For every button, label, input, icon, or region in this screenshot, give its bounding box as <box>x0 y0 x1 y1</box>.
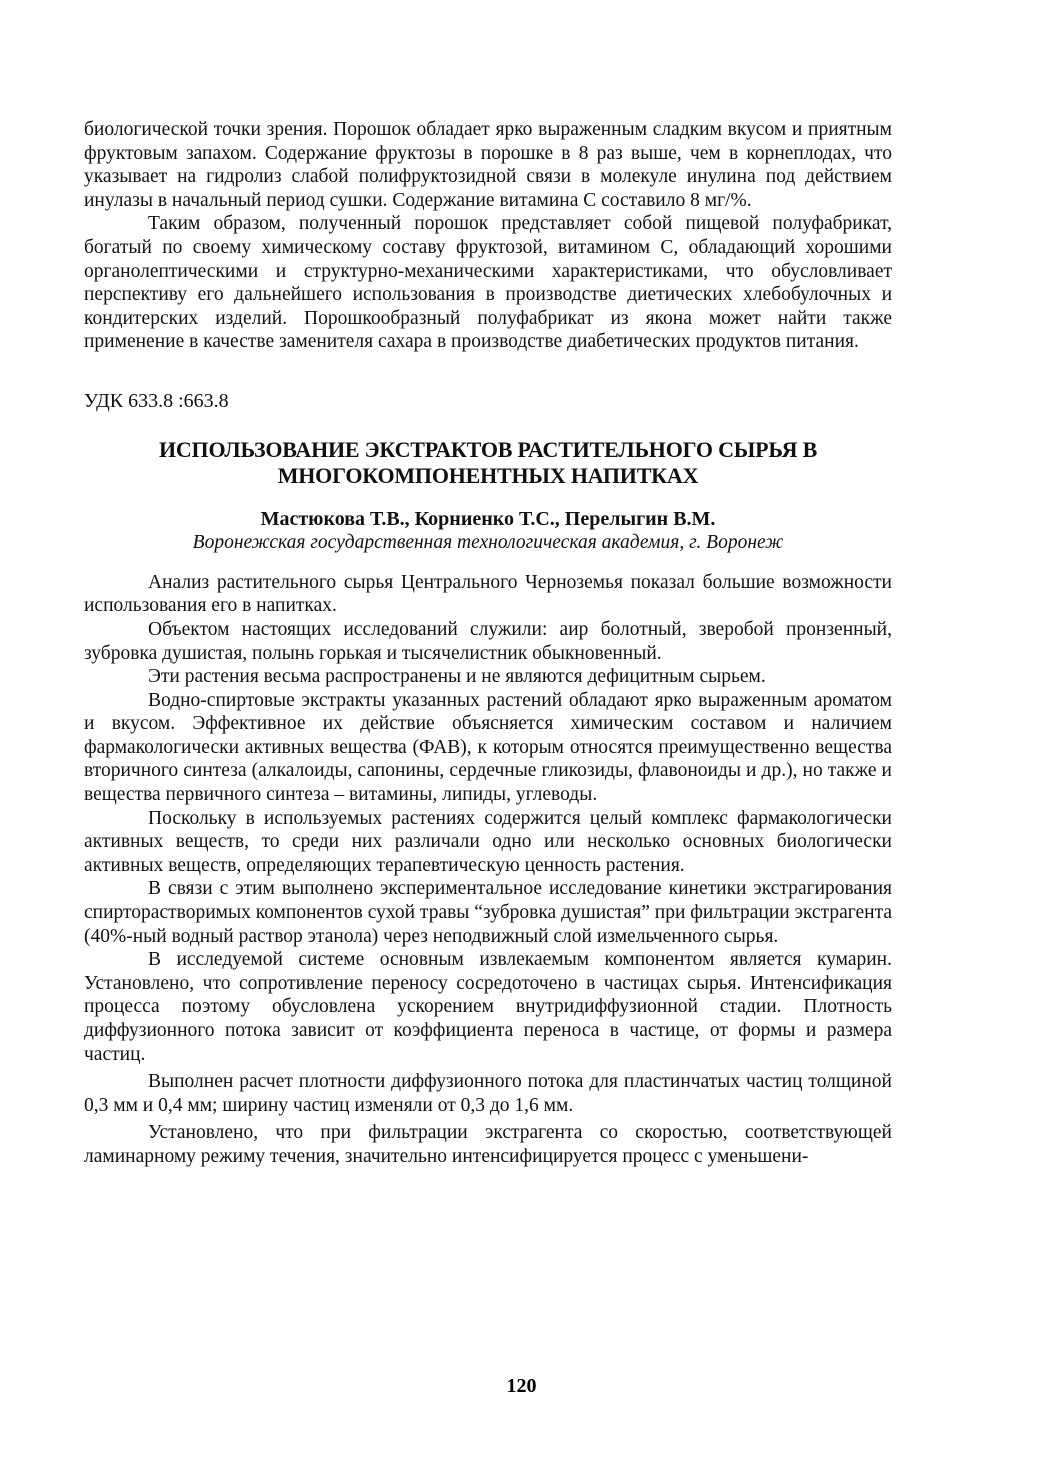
affiliation: Воронежская государственная технологическая академия, г. Воронеж <box>192 532 784 554</box>
body-paragraph-9: Установлено, что при фильтрации экстрагента со скоростью, соответствующей ламинарному режиму течения, значительно интенсифицируется процесс с уменьшени- <box>84 1122 892 1167</box>
page-number: 120 <box>506 1375 537 1397</box>
body-paragraph-7: В исследуемой системе основным извлекаемым компонентом является кумарин. Установлено, что сопротивление переносу сосредоточено в частицах сырья. Интенсификация процесса поэтому обусловлена ускорением внутридиффузионной стадии. Плотность диффузионного потока зависит от коэффициента переноса в частице, от формы и размера частиц. <box>84 949 892 1065</box>
document-page <box>84 118 892 1169</box>
udk-code: УДК 633.8 :663.8 <box>84 389 229 412</box>
article-title <box>84 437 892 489</box>
body-paragraph-6: В связи с этим выполнено экспериментальное исследование кинетики экстрагирования спирторастворимых компонентов сухой травы “зубровка душистая” при фильтрации экстрагента (40%-ный водный раствор этанола) через неподвижный слой измельченного сырья. <box>84 878 892 947</box>
prev-paragraph-1: биологической точки зрения. Порошок обладает ярко выраженным сладким вкусом и приятным фруктовым запахом. Содержание фруктозы в порошке в 8 раз выше, чем в корнеплодах, что указывает на гидролиз слабой полифруктозидной связи в молекуле инулина под действием инулазы в начальный период сушки. Содержание витамина С составило 8 мг/%. <box>84 119 892 211</box>
article-title-line-1: ИСПОЛЬЗОВАНИЕ ЭКСТРАКТОВ РАСТИТЕЛЬНОГО СЫРЬЯ В <box>158 436 818 462</box>
prev-paragraph-2: Таким образом, полученный порошок представляет собой пищевой полуфабрикат, богатый по своему химическому составу фруктозой, витамином С, обладающий хорошими органолептическими и структурно-механическими характеристиками, что обусловливает перспективу его дальнейшего использования в производстве диетических хлебобулочных и кондитерских изделий. Порошкообразный полуфабрикат из якона может найти также применение в качестве заменителя сахара в производстве диабетических продуктов питания. <box>84 213 892 353</box>
body-paragraph-3: Эти растения весьма распространены и не являются дефицитным сырьем. <box>148 666 766 688</box>
body-paragraph-5: Поскольку в используемых растениях содержится целый комплекс фармакологически активных веществ, то среди них различали одно или несколько основных биологически активных веществ, определяющих терапевтическую ценность растения. <box>84 807 892 876</box>
body-paragraph-4: Водно-спиртовые экстракты указанных растений обладают ярко выраженным ароматом и вкусом. Эффективное их действие объясняется химическим составом и наличием фармакологически активных вещества (ФАВ), к которым относятся преимущественно вещества вторичного синтеза (алкалоиды, сапонины, сердечные гликозиды, флавоноиды и др.), но также и вещества первичного синтеза – витамины, липиды, углеводы. <box>84 689 892 806</box>
body-paragraph-2: Объектом настоящих исследований служили: аир болотный, зверобой пронзенный, зубровка душистая, полынь горькая и тысячелистник обыкновенный. <box>84 618 892 664</box>
authors: Мастюкова Т.В., Корниенко Т.С., Перелыгин В.М. <box>260 507 716 530</box>
body-paragraph-8: Выполнен расчет плотности диффузионного потока для пластинчатых частиц толщиной 0,3 мм и 0,4 мм; ширину частиц изменяли от 0,3 до 1,6 мм. <box>84 1071 892 1116</box>
article-title-line-2: МНОГОКОМПОНЕНТНЫХ НАПИТКАХ <box>277 462 699 488</box>
body-paragraph-1: Анализ растительного сырья Центрального Черноземья показал большие возможности использования его в напитках. <box>84 571 892 617</box>
